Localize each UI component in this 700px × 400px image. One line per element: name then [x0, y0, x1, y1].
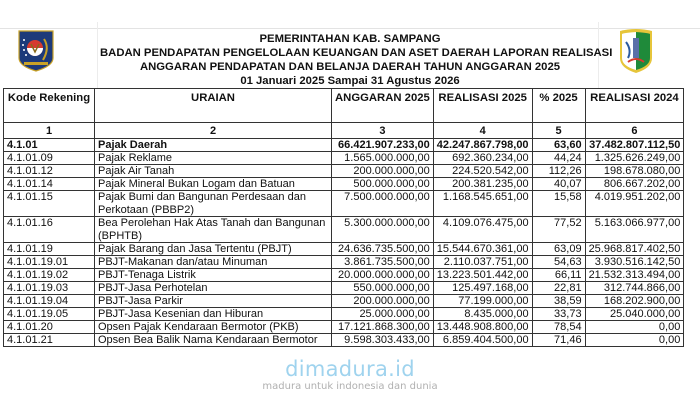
cell-persen: 40,07: [532, 178, 585, 191]
cell-kode: 4.1.01.19.04: [4, 295, 95, 308]
table-row: [4, 256, 684, 269]
table-row: [4, 152, 684, 165]
table-row: [4, 217, 684, 243]
cell-realisasi-2025: 15.544.670.361,00: [433, 243, 532, 256]
cell-uraian: PBJT-Tenaga Listrik: [95, 269, 332, 282]
cell-kode: 4.1.01.09: [4, 152, 95, 165]
cell-kode: 4.1.01.14: [4, 178, 95, 191]
cell-anggaran: 3.861.735.500,00: [332, 256, 434, 269]
cell-uraian: Pajak Bumi dan Bangunan Perdesaan dan Perkotaan (PBBP2): [95, 191, 332, 217]
cell-persen: 78,54: [532, 321, 585, 334]
column-number: 3: [332, 123, 434, 139]
table-header-row: [4, 89, 684, 123]
cell-realisasi-2024: 312.744.866,00: [585, 282, 684, 295]
cell-realisasi-2025: 692.360.234,00: [433, 152, 532, 165]
report-header: [0, 22, 700, 88]
cell-realisasi-2025: 2.110.037.751,00: [433, 256, 532, 269]
cell-uraian: PBJT-Jasa Kesenian dan Hiburan: [95, 308, 332, 321]
cell-realisasi-2024: 5.163.066.977,00: [585, 217, 684, 243]
column-header-realisasi-2025: REALISASI 2025: [433, 89, 532, 123]
cell-realisasi-2024: 21.532.313.494,00: [585, 269, 684, 282]
cell-anggaran: 17.121.868.300,00: [332, 321, 434, 334]
cell-realisasi-2025: 6.859.404.500,00: [433, 334, 532, 347]
cell-realisasi-2025: 13.448.908.800,00: [433, 321, 532, 334]
column-header-realisasi-2024: REALISASI 2024: [585, 89, 684, 123]
cell-realisasi-2024: 3.930.516.142,50: [585, 256, 684, 269]
cell-uraian: Pajak Daerah: [95, 139, 332, 152]
table-row: [4, 178, 684, 191]
column-header-anggaran-2025: ANGGARAN 2025: [332, 89, 434, 123]
cell-kode: 4.1.01.19.03: [4, 282, 95, 295]
gridline: [0, 28, 700, 29]
table-row: [4, 282, 684, 295]
cell-kode: 4.1.01.12: [4, 165, 95, 178]
cell-persen: 66,11: [532, 269, 585, 282]
cell-realisasi-2024: 198.678.080,00: [585, 165, 684, 178]
table-row: [4, 321, 684, 334]
cell-realisasi-2024: 1.325.626.249,00: [585, 152, 684, 165]
column-header-persen-2025: % 2025: [532, 89, 585, 123]
cell-anggaran: 200.000.000,00: [332, 295, 434, 308]
cell-anggaran: 20.000.000.000,00: [332, 269, 434, 282]
cell-persen: 15,58: [532, 191, 585, 217]
table-row: [4, 243, 684, 256]
cell-kode: 4.1.01.19.01: [4, 256, 95, 269]
cell-kode: 4.1.01.19.05: [4, 308, 95, 321]
table-row: [4, 295, 684, 308]
cell-persen: 71,46: [532, 334, 585, 347]
cell-realisasi-2024: 37.482.807.112,50: [585, 139, 684, 152]
cell-anggaran: 500.000.000,00: [332, 178, 434, 191]
cell-realisasi-2024: 168.202.900,00: [585, 295, 684, 308]
title-line-agency: BADAN PENDAPATAN PENGELOLAAN KEUANGAN DAN ASET DAERAH LAPORAN REALISASI: [100, 47, 613, 59]
column-number: 2: [95, 123, 332, 139]
cell-realisasi-2025: 42.247.867.798,00: [433, 139, 532, 152]
table-row: [4, 269, 684, 282]
cell-realisasi-2024: 4.019.951.202,00: [585, 191, 684, 217]
cell-realisasi-2025: 224.520.542,00: [433, 165, 532, 178]
table-row: [4, 191, 684, 217]
watermark-brand: dimadura.id: [285, 357, 415, 381]
cell-anggaran: 25.000.000,00: [332, 308, 434, 321]
cell-realisasi-2025: 1.168.545.651,00: [433, 191, 532, 217]
gridline: [97, 22, 98, 88]
column-number: 1: [4, 123, 95, 139]
realisasi-table: [3, 88, 684, 347]
cell-anggaran: 66.421.907.233,00: [332, 139, 434, 152]
column-number-row: [4, 123, 684, 139]
cell-uraian: Bea Perolehan Hak Atas Tanah dan Bangunan (BPHTB): [95, 217, 332, 243]
table-row: [4, 308, 684, 321]
cell-kode: 4.1.01.16: [4, 217, 95, 243]
cell-realisasi-2025: 125.497.168,00: [433, 282, 532, 295]
cell-kode: 4.1.01.19: [4, 243, 95, 256]
table-row: [4, 165, 684, 178]
cell-kode: 4.1.01: [4, 139, 95, 152]
cell-uraian: PBJT-Jasa Perhotelan: [95, 282, 332, 295]
cell-uraian: PBJT-Makanan dan/atau Minuman: [95, 256, 332, 269]
cell-realisasi-2024: 806.667.202,00: [585, 178, 684, 191]
cell-kode: 4.1.01.20: [4, 321, 95, 334]
cell-anggaran: 9.598.303.433,00: [332, 334, 434, 347]
cell-persen: 54,63: [532, 256, 585, 269]
kemendagri-emblem-icon: [18, 30, 54, 72]
cell-anggaran: 550.000.000,00: [332, 282, 434, 295]
cell-uraian: Pajak Barang dan Jasa Tertentu (PBJT): [95, 243, 332, 256]
cell-uraian: Pajak Mineral Bukan Logam dan Batuan: [95, 178, 332, 191]
cell-uraian: Opsen Bea Balik Nama Kendaraan Bermotor: [95, 334, 332, 347]
column-number: 6: [585, 123, 684, 139]
title-line-government: PEMERINTAHAN KAB. SAMPANG: [259, 33, 441, 45]
watermark-tagline: madura untuk indonesia dan dunia: [262, 381, 438, 392]
cell-realisasi-2024: 0,00: [585, 334, 684, 347]
cell-realisasi-2024: 0,00: [585, 321, 684, 334]
cell-uraian: Pajak Air Tanah: [95, 165, 332, 178]
cell-kode: 4.1.01.21: [4, 334, 95, 347]
cell-realisasi-2025: 8.435.000,00: [433, 308, 532, 321]
cell-persen: 38,59: [532, 295, 585, 308]
column-number: 5: [532, 123, 585, 139]
cell-anggaran: 24.636.735.500,00: [332, 243, 434, 256]
cell-anggaran: 7.500.000.000,00: [332, 191, 434, 217]
table-row: [4, 139, 684, 152]
cell-realisasi-2024: 25.968.817.402,50: [585, 243, 684, 256]
column-header-kode-rekening: Kode Rekening: [4, 89, 95, 123]
cell-uraian: Pajak Reklame: [95, 152, 332, 165]
cell-kode: 4.1.01.19.02: [4, 269, 95, 282]
cell-persen: 63,09: [532, 243, 585, 256]
cell-realisasi-2025: 13.223.501.442,00: [433, 269, 532, 282]
cell-realisasi-2024: 25.040.000,00: [585, 308, 684, 321]
cell-anggaran: 200.000.000,00: [332, 165, 434, 178]
column-header-uraian: URAIAN: [95, 89, 332, 123]
cell-anggaran: 5.300.000.000,00: [332, 217, 434, 243]
cell-persen: 112,26: [532, 165, 585, 178]
cell-uraian: Opsen Pajak Kendaraan Bermotor (PKB): [95, 321, 332, 334]
cell-anggaran: 1.565.000.000,00: [332, 152, 434, 165]
title-line-period: 01 Januari 2025 Sampai 31 Agustus 2026: [240, 75, 460, 87]
report-title: [100, 32, 613, 88]
sampang-regency-emblem-icon: [618, 28, 654, 74]
cell-persen: 33,73: [532, 308, 585, 321]
table-row: [4, 334, 684, 347]
column-number: 4: [433, 123, 532, 139]
cell-persen: 77,52: [532, 217, 585, 243]
cell-realisasi-2025: 4.109.076.475,00: [433, 217, 532, 243]
cell-persen: 22,81: [532, 282, 585, 295]
cell-realisasi-2025: 200.381.235,00: [433, 178, 532, 191]
title-line-report: ANGGARAN PENDAPATAN DAN BELANJA DAERAH TAHUN ANGGARAN 2025: [139, 61, 561, 73]
cell-persen: 63,60: [532, 139, 585, 152]
cell-realisasi-2025: 77.199.000,00: [433, 295, 532, 308]
cell-kode: 4.1.01.15: [4, 191, 95, 217]
cell-uraian: PBJT-Jasa Parkir: [95, 295, 332, 308]
cell-persen: 44,24: [532, 152, 585, 165]
